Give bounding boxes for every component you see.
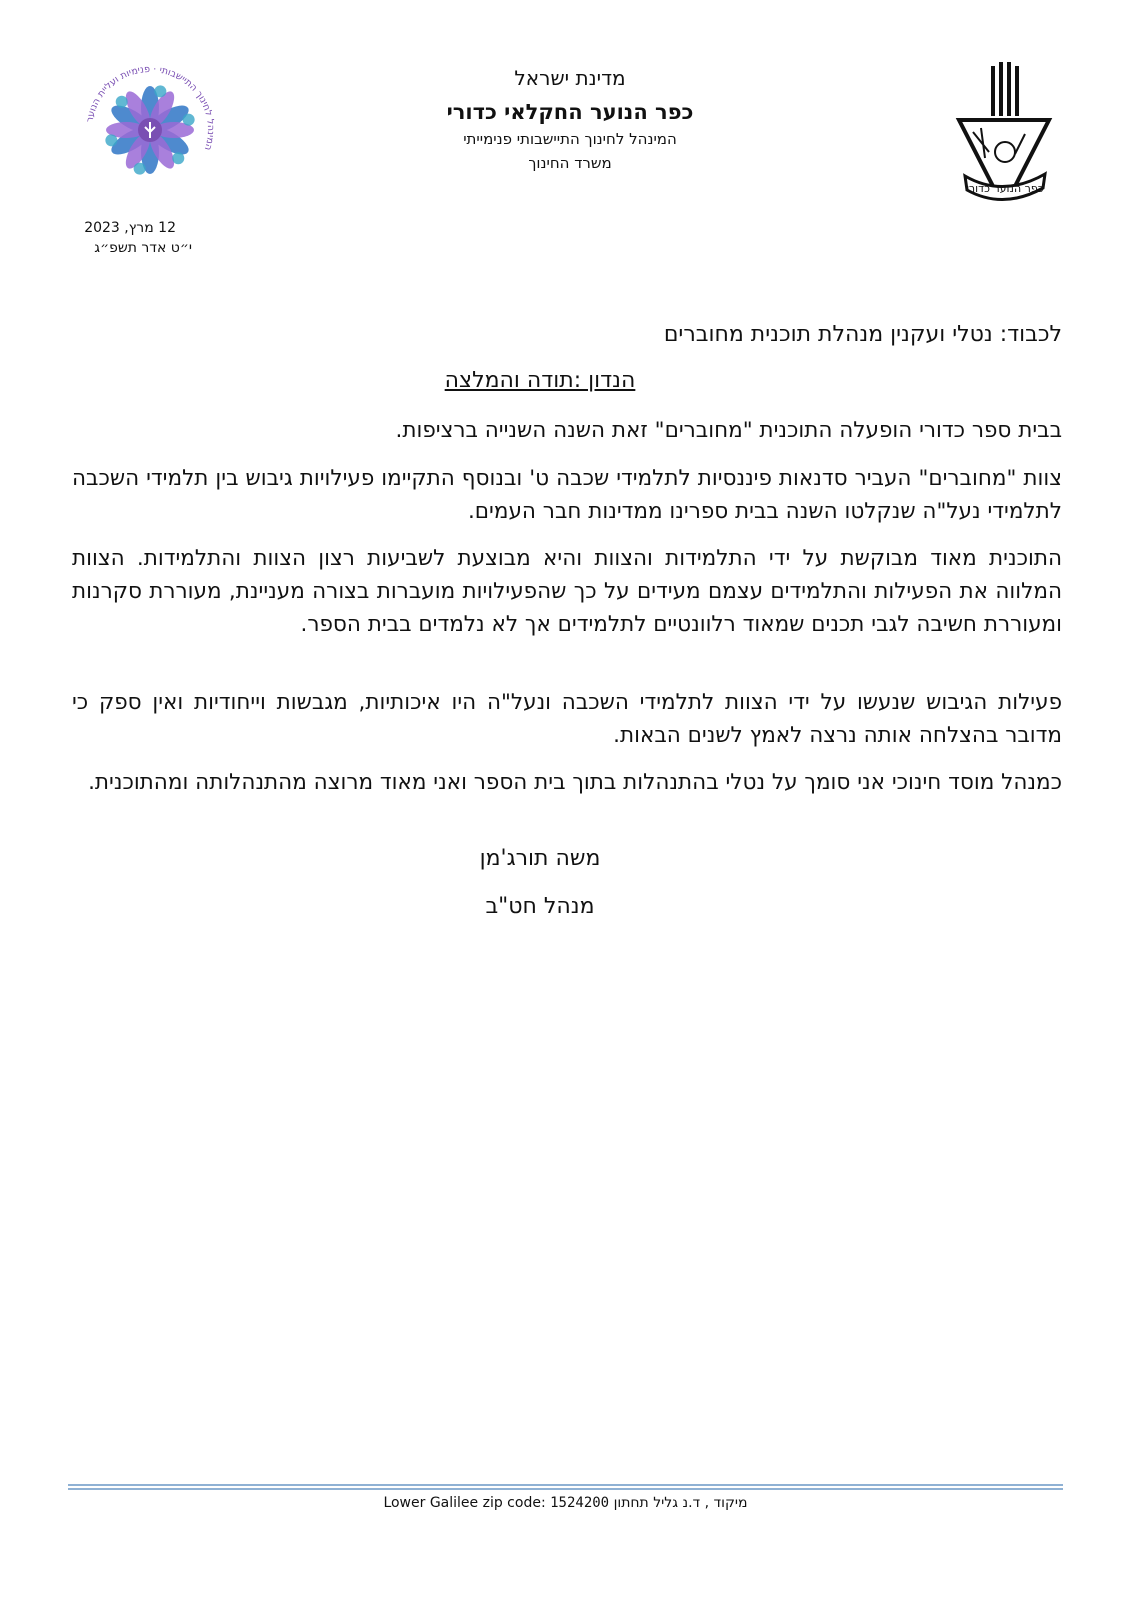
- subject-line: [300, 368, 780, 393]
- paragraph-1: בבית ספר כדורי הופעלה התוכנית "מחוברים" זאת השנה השנייה ברציפות.: [395, 418, 1062, 443]
- paragraph-2: צוות "מחוברים" העביר סדנאות פיננסיות לתלמידי שכבה ט' ובנוסף התקיימו פעילויות גיבוש בין תלמידי השכבה לתלמידי נעל"ה שנקלטו השנה בבית ספרינו ממדינות חבר העמים.: [72, 466, 1062, 524]
- paragraph-3: התוכנית מאוד מבוקשת על ידי התלמידות והצוות והיא מבוצעת לשביעות רצון הצוות והתלמידות. הצוות המלווה את הפעילות והתלמידים עצמם מעידים על כך שהפעילויות מועברות בצורה מעניינת, מעוררת סקרנות ומעוררת חשיבה לגבי תכנים שמאוד רלוונטיים לתלמידים אך לא נלמדים בבית הספר.: [72, 546, 1062, 637]
- footer-hebrew-address: מיקוד , ד.נ גליל תחתון: [613, 1495, 748, 1511]
- signature-title: מנהל חט"ב: [485, 894, 595, 919]
- header-state: מדינת ישראל: [514, 66, 626, 90]
- footer-zip: 1524200: [550, 1495, 610, 1511]
- footer-address: [68, 1495, 1063, 1511]
- paragraph-4: פעילות הגיבוש שנעשו על ידי הצוות לתלמידי השכבה ונעל"ה היו איכותיות, מגבשות וייחודיות ואין ספק כי מדובר בהצלחה אותה נרצה לאמץ לשנים הבאות.: [72, 690, 1062, 748]
- left-logo-ring-text: המינהל לחינוך התיישבותי · פנימיות ועליית הנוער: [84, 63, 217, 152]
- circular-flower-emblem-icon: [80, 60, 220, 200]
- header-ministry: משרד החינוך: [528, 154, 612, 172]
- footer-divider-top: [68, 1484, 1063, 1486]
- footer-divider-bottom: [68, 1488, 1063, 1490]
- right-logo-banner-text: כפר הנוער כדורי: [966, 182, 1044, 195]
- date-gregorian: 12 מרץ, 2023: [84, 220, 176, 236]
- recipient-line: לכבוד: נטלי ועקנין מנהלת תוכנית מחוברים: [663, 322, 1062, 347]
- paragraph-5: כמנהל מוסד חינוכי אני סומך על נטלי בהתנהלות בתוך בית הספר ואני מאוד מרוצה מהתנהלותה ומהתוכנית.: [88, 770, 1062, 795]
- header-school-name: כפר הנוער החקלאי כדורי: [446, 100, 694, 124]
- footer-label: Lower Galilee zip code:: [383, 1495, 546, 1511]
- date-hebrew: י״ט אדר תשפ״ג: [94, 240, 192, 256]
- subject-text: הנדון :תודה והמלצה: [444, 368, 636, 393]
- header-administration: המינהל לחינוך התיישבותי פנימייתי: [463, 130, 677, 148]
- signature-name: משה תורג'מן: [479, 846, 601, 871]
- kadoorie-school-emblem-icon: [955, 62, 1053, 212]
